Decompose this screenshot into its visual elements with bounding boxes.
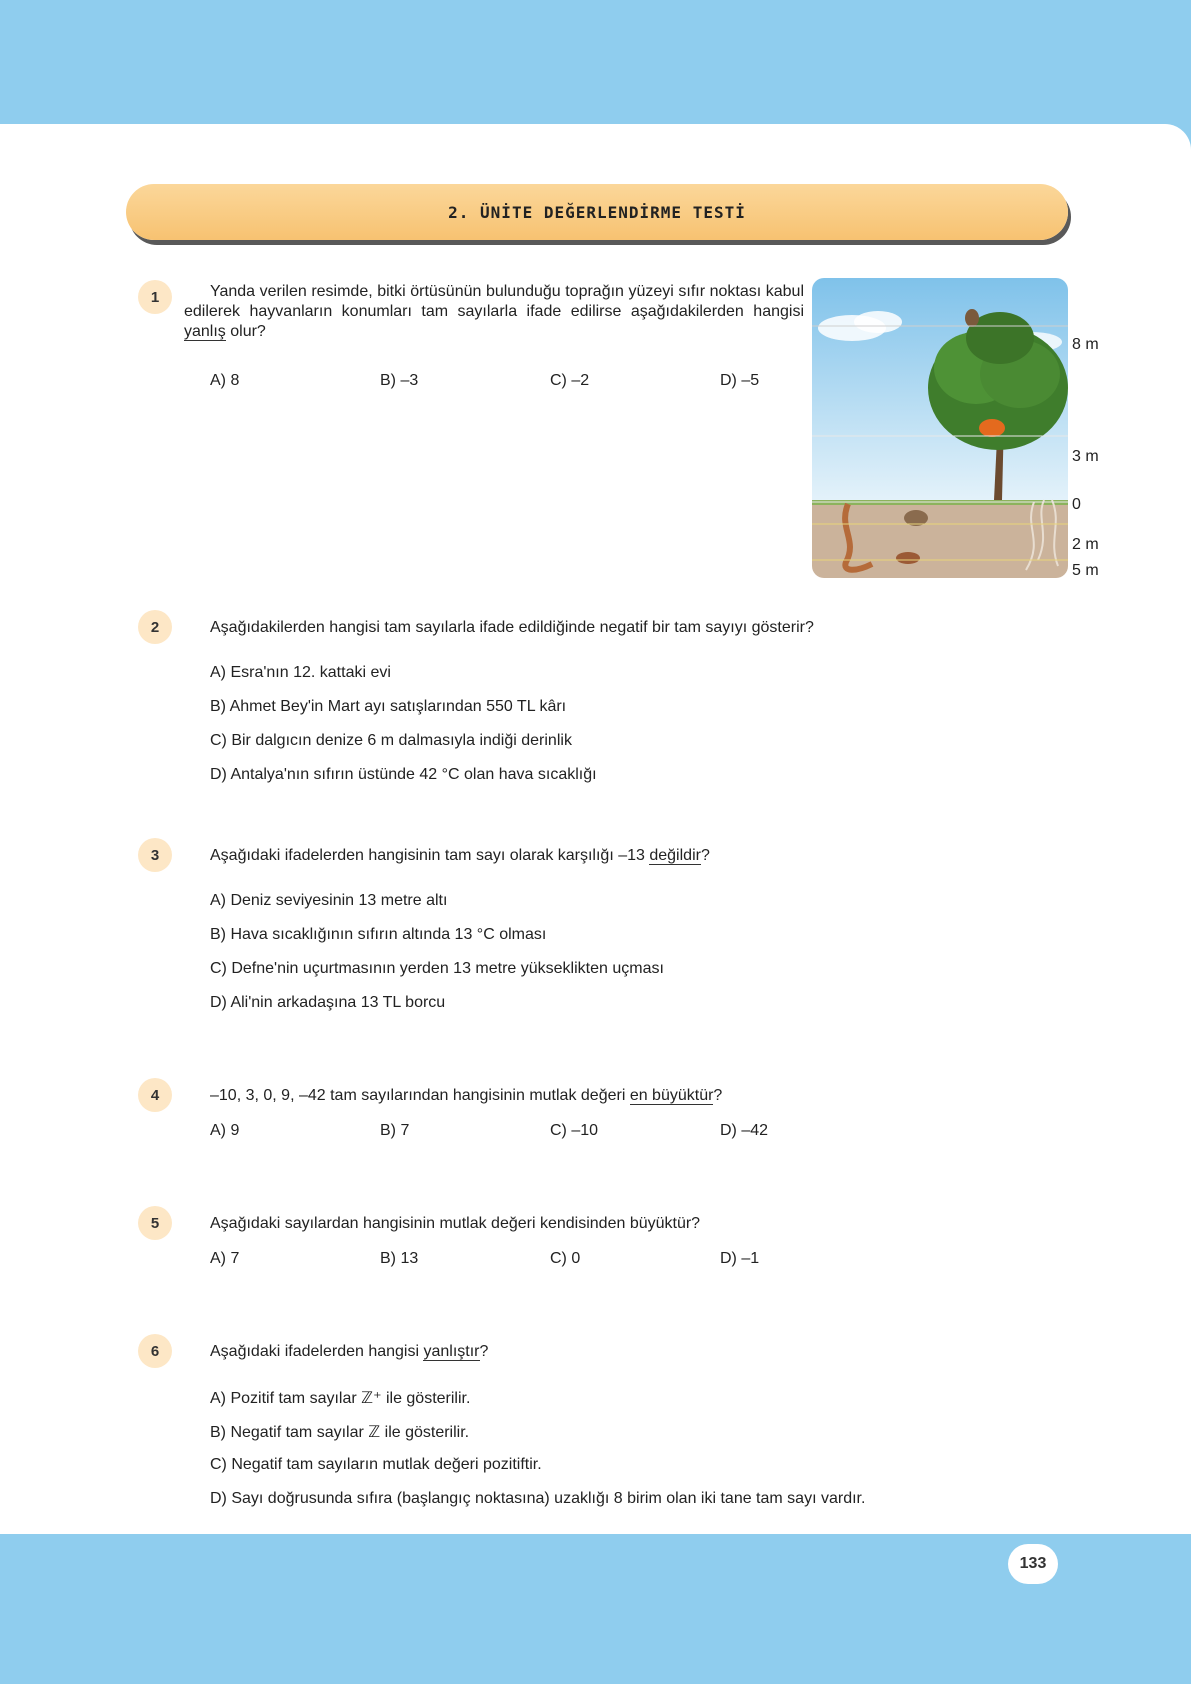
level-label: 3 m bbox=[1072, 448, 1099, 465]
unit-tab: 2. ÜNİTE bbox=[1073, 140, 1139, 157]
answer-option[interactable]: B) –3 bbox=[380, 372, 419, 389]
emphasis-underline: en büyüktür bbox=[629, 1087, 714, 1104]
tree-ground-illustration bbox=[812, 278, 1068, 578]
answer-option[interactable]: D) –5 bbox=[720, 372, 760, 389]
answer-option[interactable]: C) –10 bbox=[550, 1122, 599, 1139]
answer-option[interactable]: B) Negatif tam sayılar ℤ ile gösterilir. bbox=[210, 1424, 470, 1441]
answer-option[interactable]: B) Hava sıcaklığının sıfırın altında 13 °C olması bbox=[210, 926, 547, 943]
question-number: 5 bbox=[138, 1206, 172, 1240]
level-label: 8 m bbox=[1072, 336, 1099, 353]
question-text: Aşağıdakilerden hangisi tam sayılarla ifade edildiğinde negatif bir tam sayıyı gösterir? bbox=[210, 619, 814, 636]
question-number: 6 bbox=[138, 1334, 172, 1368]
answer-option[interactable]: D) Antalya'nın sıfırın üstünde 42 °C olan hava sıcaklığı bbox=[210, 766, 597, 783]
question-number: 2 bbox=[138, 610, 172, 644]
answer-option[interactable]: B) 13 bbox=[380, 1250, 419, 1267]
page-title: 2. ÜNİTE DEĞERLENDİRME TESTİ bbox=[448, 202, 746, 222]
question-number: 1 bbox=[138, 280, 172, 314]
answer-option[interactable]: C) Negatif tam sayıların mutlak değeri pozitiftir. bbox=[210, 1456, 542, 1473]
answer-option[interactable]: A) Esra'nın 12. kattaki evi bbox=[210, 664, 391, 681]
answer-option[interactable]: D) –42 bbox=[720, 1122, 769, 1139]
answer-option[interactable]: C) Defne'nin uçurtmasının yerden 13 metre yükseklikten uçması bbox=[210, 960, 664, 977]
emphasis-underline: yanlış bbox=[184, 323, 226, 340]
question-text: Aşağıdaki ifadelerden hangisinin tam sayı olarak karşılığı –13 değildir? bbox=[210, 847, 710, 864]
emphasis-underline: yanlıştır bbox=[423, 1343, 480, 1360]
answer-option[interactable]: C) –2 bbox=[550, 372, 590, 389]
illustration-svg bbox=[812, 278, 1068, 578]
question-text: Aşağıdaki ifadelerden hangisi yanlıştır? bbox=[210, 1343, 489, 1360]
question-text: Aşağıdaki sayılardan hangisinin mutlak değeri kendisinden büyüktür? bbox=[210, 1215, 701, 1232]
question-number: 4 bbox=[138, 1078, 172, 1112]
level-label: 2 m bbox=[1072, 536, 1099, 553]
answer-option[interactable]: B) Ahmet Bey'in Mart ayı satışlarından 550 TL kârı bbox=[210, 698, 567, 715]
level-label: 5 m bbox=[1072, 562, 1099, 579]
page-number: 133 bbox=[1008, 1544, 1058, 1584]
answer-option[interactable]: D) Ali'nin arkadaşına 13 TL borcu bbox=[210, 994, 446, 1011]
emphasis-underline: değildir bbox=[649, 847, 701, 864]
answer-option[interactable]: A) 7 bbox=[210, 1250, 240, 1267]
question-text: Yanda verilen resimde, bitki örtüsünün bulunduğu toprağın yüzeyi sıfır noktası kabul edilerek hayvanların konumları tam sayılarla ifade edilirse aşağıdakilerden hangisi yanlış olur? bbox=[184, 283, 804, 340]
answer-option[interactable]: A) 8 bbox=[210, 372, 240, 389]
answer-option[interactable]: A) Pozitif tam sayılar ℤ⁺ ile gösterilir. bbox=[210, 1390, 471, 1407]
answer-option[interactable]: D) Sayı doğrusunda sıfıra (başlangıç noktasına) uzaklığı 8 birim olan iki tane tam sayı vardır. bbox=[210, 1490, 866, 1507]
answer-option[interactable]: B) 7 bbox=[380, 1122, 410, 1139]
answer-option[interactable]: C) 0 bbox=[550, 1250, 581, 1267]
answer-option[interactable]: C) Bir dalgıcın denize 6 m dalmasıyla indiği derinlik bbox=[210, 732, 572, 749]
level-label: 0 bbox=[1072, 496, 1081, 513]
answer-option[interactable]: A) 9 bbox=[210, 1122, 240, 1139]
title-banner bbox=[126, 184, 1068, 240]
answer-option[interactable]: D) –1 bbox=[720, 1250, 760, 1267]
question-number: 3 bbox=[138, 838, 172, 872]
answer-option[interactable]: A) Deniz seviyesinin 13 metre altı bbox=[210, 892, 448, 909]
question-text: –10, 3, 0, 9, –42 tam sayılarından hangisinin mutlak değeri en büyüktür? bbox=[210, 1087, 723, 1104]
